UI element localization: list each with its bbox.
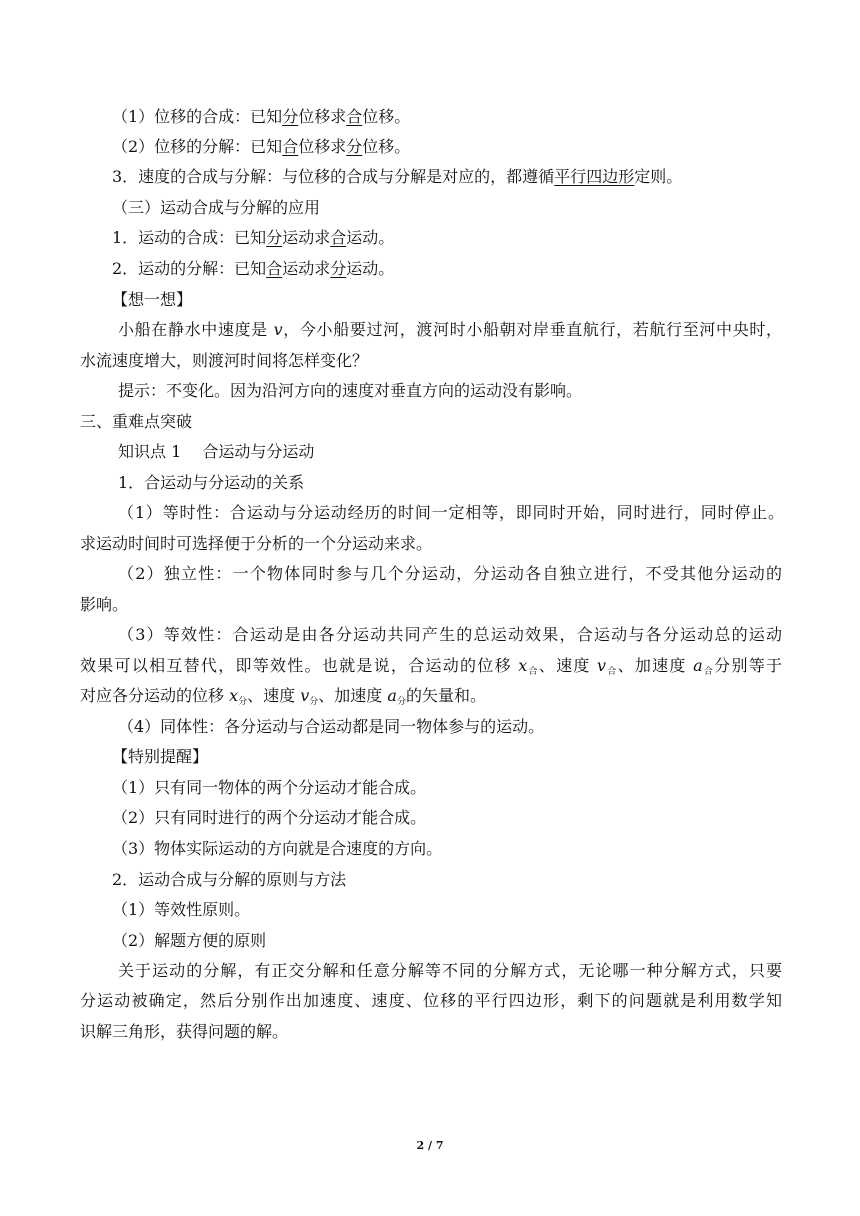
text-run: 、加速度 — [318, 686, 388, 705]
text-run: 位移求 — [298, 137, 347, 156]
text-line — [80, 655, 782, 683]
underlined-term: 合 — [266, 259, 283, 278]
text-run: 1．运动的合成：已知 — [112, 228, 267, 247]
variable-symbol: a — [693, 656, 703, 675]
text-run: （3）等效性：合运动是由各分运动共同产生的总运动效果，合运动与各分运动总的运动 — [118, 625, 782, 644]
text-run: 影响。 — [80, 595, 129, 614]
text-run: 1．合运动与分运动的关系 — [118, 473, 305, 492]
page-number: 2 / 7 — [416, 1139, 444, 1152]
text-run: （1）只有同一物体的两个分运动才能合成。 — [112, 778, 427, 797]
text-run: 【特别提醒】 — [112, 747, 209, 766]
text-line — [118, 716, 544, 738]
text-run: （1）等时性：合运动与分运动经历的时间一定相等，即同时开始，同时进行，同时停止。 — [118, 503, 784, 522]
text-run: 关于运动的分解，有正交分解和任意分解等不同的分解方式，无论哪一种分解方式，只要 — [118, 961, 782, 980]
text-run: 运动。 — [346, 228, 395, 247]
text-run: （4）同体性：各分运动与合运动都是同一物体参与的运动。 — [118, 717, 545, 736]
text-run: 运动求 — [282, 259, 331, 278]
text-run: ，今小船要过河，渡河时小船朝对岸垂直航行，若航行至河中央时， — [282, 320, 782, 339]
text-line — [112, 227, 394, 249]
text-line — [118, 319, 782, 341]
text-run: （2）只有同时进行的两个分运动才能合成。 — [112, 808, 427, 827]
text-line — [80, 990, 782, 1012]
text-run: 2．运动合成与分解的原则与方法 — [112, 870, 347, 889]
text-run: 分运动被确定，然后分别作出加速度、速度、位移的平行四边形，剩下的问题就是利用数学知 — [80, 991, 782, 1010]
underlined-term: 分 — [346, 137, 363, 156]
text-run: 【想一想】 — [112, 290, 193, 309]
text-line — [80, 411, 192, 433]
text-run: 小船在静水中速度是 — [118, 320, 274, 339]
text-line — [112, 838, 442, 860]
text-line — [118, 380, 582, 402]
subscript: 合 — [702, 667, 715, 677]
text-line — [118, 960, 782, 982]
subscript: 合 — [606, 667, 618, 677]
text-run: 位移求 — [298, 107, 347, 126]
variable-symbol: v — [596, 656, 607, 675]
text-run: （3）物体实际运动的方向就是合速度的方向。 — [112, 839, 443, 858]
text-line — [80, 350, 368, 372]
text-run: 分别等于 — [714, 656, 782, 675]
variable-symbol: x — [518, 656, 528, 675]
text-line — [112, 106, 410, 128]
text-run: （2）位移的分解：已知 — [112, 137, 283, 156]
text-line — [80, 1021, 288, 1043]
underlined-term: 合 — [330, 228, 347, 247]
text-run: 位移。 — [362, 137, 411, 156]
text-line — [118, 624, 782, 646]
text-run: 位移。 — [362, 107, 411, 126]
subscript: 分 — [309, 697, 319, 707]
text-run: 提示：不变化。因为沿河方向的速度对垂直方向的运动没有影响。 — [118, 381, 583, 400]
subscript: 合 — [527, 667, 539, 677]
underlined-term: 分 — [330, 259, 347, 278]
underlined-term: 分 — [282, 107, 299, 126]
text-line — [112, 197, 320, 219]
text-run: 知识点 1 合运动与分运动 — [118, 442, 315, 461]
text-line — [112, 807, 426, 829]
text-run: （三）运动合成与分解的应用 — [112, 198, 321, 217]
variable-symbol: a — [387, 686, 397, 705]
text-line — [112, 746, 208, 768]
text-run: 三、重难点突破 — [80, 412, 193, 431]
variable-symbol: x — [229, 686, 239, 705]
underlined-term: 合 — [346, 107, 363, 126]
text-line — [118, 563, 782, 585]
text-line — [80, 533, 432, 555]
text-line — [118, 502, 784, 524]
text-line — [112, 869, 346, 891]
text-run: 2．运动的分解：已知 — [112, 259, 267, 278]
text-line — [112, 289, 192, 311]
text-run: （1）位移的合成：已知 — [112, 107, 283, 126]
text-line — [80, 594, 128, 616]
text-run: 、加速度 — [617, 656, 694, 675]
text-run: 识解三角形，获得问题的解。 — [80, 1022, 289, 1041]
text-run: 的矢量和。 — [405, 686, 486, 705]
text-run: 求运动时间时可选择便于分析的一个分运动来求。 — [80, 534, 433, 553]
text-line — [80, 685, 486, 713]
underlined-term: 合 — [282, 137, 299, 156]
text-line — [112, 899, 250, 921]
variable-symbol: v — [273, 320, 283, 339]
text-run: 运动。 — [346, 259, 395, 278]
underlined-term: 分 — [266, 228, 283, 247]
text-line — [112, 166, 682, 188]
text-run: 定则。 — [634, 167, 683, 186]
text-run: 运动求 — [282, 228, 331, 247]
text-run: 水流速度增大，则渡河时间将怎样变化？ — [80, 351, 369, 370]
text-run: 效果可以相互替代，即等效性。也就是说，合运动的位移 — [80, 656, 519, 675]
underlined-term: 平行四边形 — [554, 167, 635, 186]
text-run: （2）独立性：一个物体同时参与几个分运动，分运动各自独立进行，不受其他分运动的 — [118, 564, 782, 583]
subscript: 分 — [396, 697, 406, 707]
text-run: 3．速度的合成与分解：与位移的合成与分解是对应的，都遵循 — [112, 167, 555, 186]
text-line — [112, 258, 394, 280]
text-line — [118, 441, 314, 463]
text-run: 、速度 — [538, 656, 597, 675]
text-run: 对应各分运动的位移 — [80, 686, 230, 705]
text-line — [112, 136, 410, 158]
variable-symbol: v — [300, 686, 310, 705]
text-run: 、速度 — [247, 686, 301, 705]
text-run: （1）等效性原则。 — [112, 900, 251, 919]
text-line — [112, 777, 426, 799]
text-run: （2）解题方便的原则 — [112, 931, 267, 950]
text-line — [112, 930, 266, 952]
text-line — [118, 472, 304, 494]
subscript: 分 — [238, 697, 248, 707]
